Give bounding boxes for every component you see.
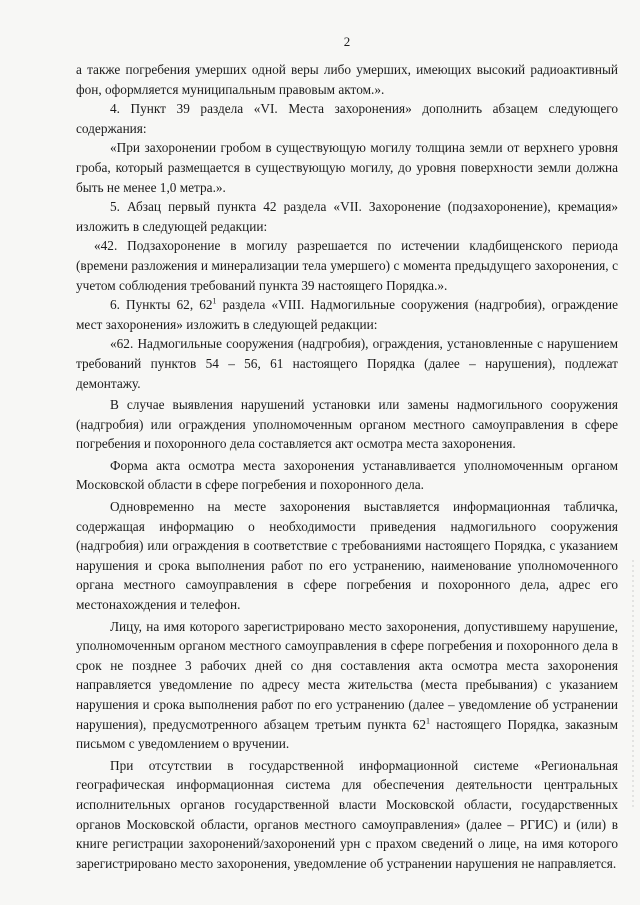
- paragraph-item-4: 4. Пункт 39 раздела «VI. Места захоронения» дополнить абзацем следующего содержания:: [76, 101, 618, 136]
- paragraph-quote-62: «62. Надмогильные сооружения (надгробия), ограждения, установленные с нарушением требований пунктов 54 – 56, 61 настоящего Порядка (далее – нарушения), подлежат демонтажу.: [76, 336, 618, 391]
- paragraph-quote-39: «При захоронении гробом в существующую могилу толщина земли от верхнего уровня гроба, который размещается в существующую могилу, до уровня поверхности земли должна быть не менее 1,0 метра.».: [76, 140, 618, 195]
- paragraph-quote-42: «42. Подзахоронение в могилу разрешается по истечении кладбищенского периода (времени разложения и минерализации тела умершего) с момента предыдущего захоронения, с учетом соблюдения требований пункта 39 настоящего Порядка.».: [76, 238, 618, 293]
- page-number: 2: [343, 34, 351, 49]
- notification-text-end: настоящего Порядка, заказным письмом с уведомлением о вручении.: [76, 716, 619, 752]
- item-6-text-end: раздела «VIII. Надмогильные сооружения (надгробия), ограждение мест захоронения» изложить в следующей редакции:: [76, 297, 618, 332]
- item-6-superscript: 1: [212, 296, 217, 306]
- paragraph-violation-act: В случае выявления нарушений установки или замены надмогильного сооружения (надгробия) или ограждения уполномоченным органом местного самоуправления в сфере погребения и похоронного дела составляется акт осмотра места захоронения.: [76, 397, 618, 452]
- item-6-text-start: 6. Пункты 62, 62: [110, 297, 213, 313]
- paragraph-item-6: [76, 295, 618, 334]
- notification-superscript: 1: [426, 716, 430, 726]
- paragraph-rgis: При отсутствии в государственной информационной системе «Региональная географическая информационная система для обеспечения деятельности центральных исполнительных органов государственной власти Московской области, государственных органов Московской области, органов местного самоуправления» (далее – РГИС) и (или) в книге регистрации захоронений/захоронений урн с прахом сведений о лице, на имя которого зарегистрировано место захоронения, уведомление об устранении нарушения не направляется.: [76, 757, 618, 871]
- paragraph-continuation: а также погребения умерших одной веры либо умерших, имеющих высокий радиоактивный фон, оформляется муниципальным правовым актом.».: [76, 62, 618, 97]
- paragraph-info-plate: Одновременно на месте захоронения выставляется информационная табличка, содержащая информацию о необходимости приведения надмогильного сооружения (надгробия) или ограждения в соответствие с требованиями настоящего Порядка, с указанием нарушения и срока выполнения работ по его устранению, наименование уполномоченного органа местного самоуправления в сфере погребения и похоронного дела, адрес его местонахождения и телефон.: [76, 499, 618, 613]
- scan-edge-mark: [630, 560, 636, 810]
- document-body: [76, 60, 618, 873]
- paragraph-act-form: Форма акта осмотра места захоронения устанавливается уполномоченным органом Московской области в сфере погребения и похоронного дела.: [76, 457, 618, 493]
- paragraph-notification: [76, 617, 618, 754]
- notification-text-start: Лицу, на имя которого зарегистрировано место захоронения, допустившему нарушение, уполномоченным органом местного самоуправления в сфере погребения и похоронного дела в срок не позднее 3 рабочих дней со дня составления акта осмотра места захоронения направляется уведомление по адресу места жительства (места пребывания) с указанием нарушения и срока выполнения работ по его устранению (далее – уведомление об устранении нарушения), предусмотренного абзацем третьим пункта 62: [76, 618, 618, 732]
- paragraph-item-5: 5. Абзац первый пункта 42 раздела «VII. Захоронение (подзахоронение), кремация» изложить в следующей редакции:: [76, 199, 618, 234]
